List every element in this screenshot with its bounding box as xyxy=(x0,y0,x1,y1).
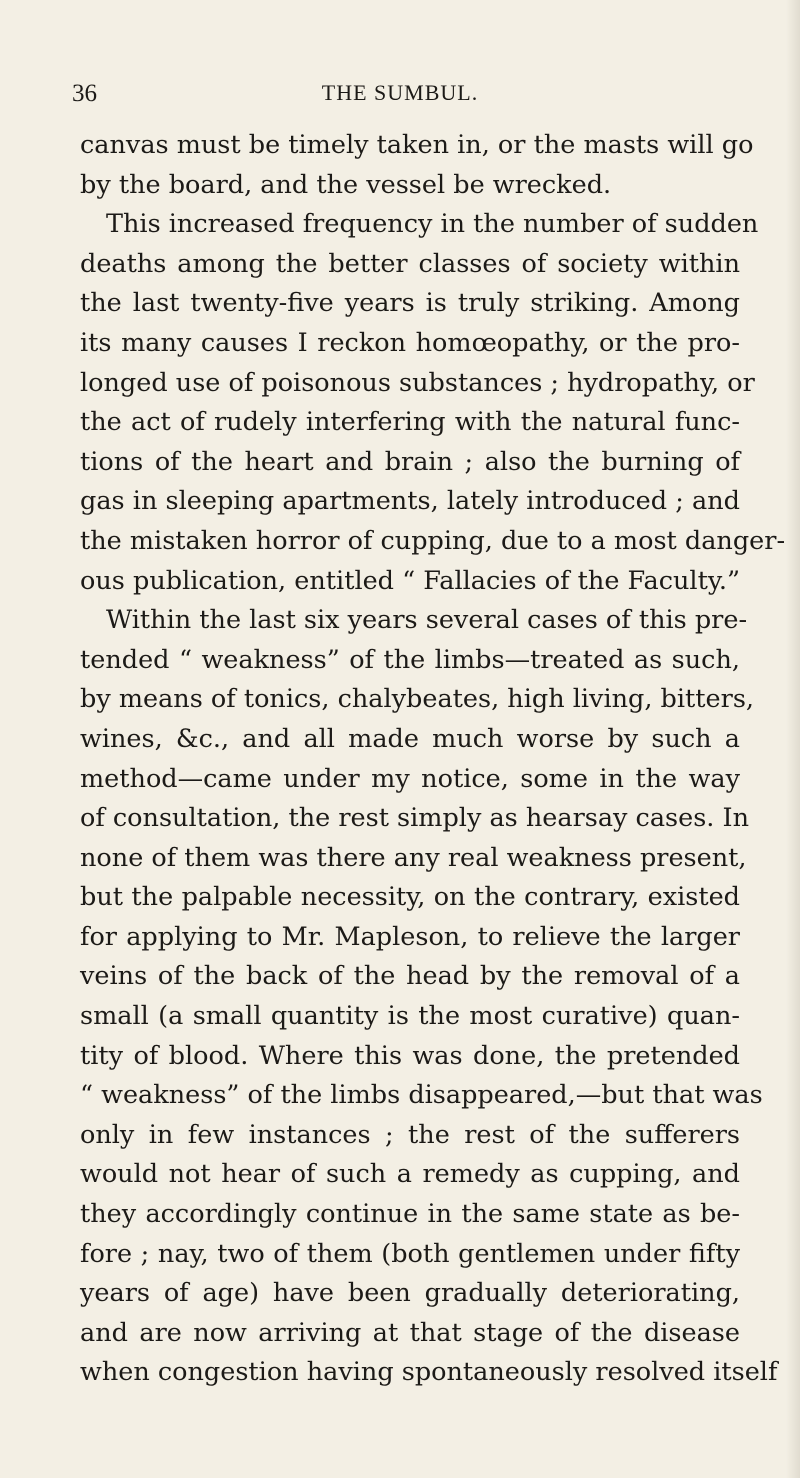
text-line: years of age) have been gradually deteriorating, xyxy=(80,1278,740,1309)
text-line: wines, &c., and all made much worse by such a xyxy=(80,723,740,754)
text-line: its many causes I reckon homœopathy, or the pro- xyxy=(80,327,740,358)
text-line: “ weakness” of the limbs disappeared,—but that was xyxy=(80,1080,763,1111)
text-line: tions of the heart and brain ; also the burning of xyxy=(80,446,740,477)
text-line: but the palpable necessity, on the contrary, existed xyxy=(80,882,740,913)
text-line: the last twenty-five years is truly striking. Among xyxy=(80,288,740,319)
text-line: canvas must be timely taken in, or the masts will go xyxy=(80,130,754,160)
text-line: of consultation, the rest simply as hearsay cases. In xyxy=(80,803,750,834)
text-line: gas in sleeping apartments, lately introduced ; and xyxy=(80,486,740,517)
text-line: the act of rudely interfering with the natural func- xyxy=(80,407,740,438)
text-line: tended “ weakness” of the limbs—treated as such, xyxy=(80,644,740,675)
text-line: when congestion having spontaneously resolved itself xyxy=(80,1357,778,1388)
text-line: small (a small quantity is the most curative) quan- xyxy=(80,1001,740,1032)
text-line: only in few instances ; the rest of the sufferers xyxy=(80,1119,740,1150)
text-line: deaths among the better classes of society within xyxy=(80,248,740,279)
text-line: and are now arriving at that stage of the disease xyxy=(80,1317,740,1348)
text-line: fore ; nay, two of them (both gentlemen under fifty xyxy=(80,1238,740,1269)
text-line: tity of blood. Where this was done, the pretended xyxy=(80,1040,740,1071)
text-line: for applying to Mr. Mapleson, to relieve the larger xyxy=(80,921,740,952)
text-line: method—came under my notice, some in the way xyxy=(80,763,740,794)
text-line: This increased frequency in the number of sudden xyxy=(106,209,759,240)
text-line: Within the last six years several cases of this pre- xyxy=(106,605,748,636)
text-line: by the board, and the vessel be wrecked. xyxy=(80,169,612,200)
text-line: none of them was there any real weakness present, xyxy=(80,842,747,873)
page-edge-shadow xyxy=(786,0,800,1478)
text-line: by means of tonics, chalybeates, high living, bitters, xyxy=(80,684,755,715)
text-line: longed use of poisonous substances ; hydropathy, or xyxy=(80,367,755,398)
text-line: they accordingly continue in the same state as be- xyxy=(80,1199,740,1230)
page-number: 36 xyxy=(72,80,97,107)
running-head xyxy=(72,80,728,110)
running-title: THE SUMBUL. xyxy=(321,80,479,105)
text-line: would not hear of such a remedy as cupping, and xyxy=(80,1159,740,1190)
text-line: the mistaken horror of cupping, due to a most danger- xyxy=(80,525,786,556)
text-line: veins of the back of the head by the removal of a xyxy=(80,961,740,992)
text-line: ous publication, entitled “ Fallacies of the Faculty.” xyxy=(80,565,740,596)
body-text xyxy=(80,126,786,1393)
